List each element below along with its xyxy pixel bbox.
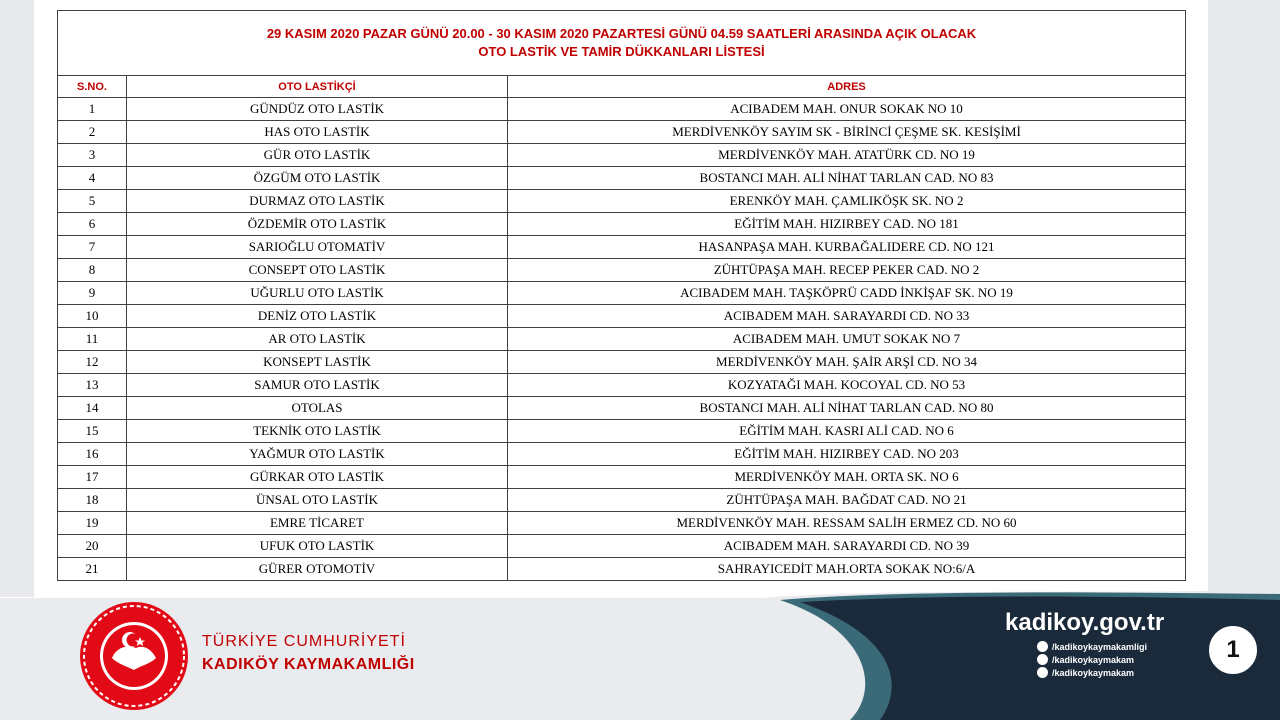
shop-address: HASANPAŞA MAH. KURBAĞALIDERE CD. NO 121: [508, 236, 1186, 259]
shop-name: CONSEPT OTO LASTİK: [127, 259, 508, 282]
shop-name: ÖZDEMİR OTO LASTİK: [127, 213, 508, 236]
row-number: 9: [58, 282, 127, 305]
shop-name: GÜR OTO LASTİK: [127, 144, 508, 167]
row-number: 3: [58, 144, 127, 167]
table-row: [58, 144, 1186, 167]
table-row: [58, 259, 1186, 282]
row-number: 18: [58, 489, 127, 512]
shop-address: ACIBADEM MAH. SARAYARDI CD. NO 33: [508, 305, 1186, 328]
row-number: 1: [58, 98, 127, 121]
table-row: [58, 374, 1186, 397]
shop-name: UFUK OTO LASTİK: [127, 535, 508, 558]
row-number: 2: [58, 121, 127, 144]
table-row: [58, 535, 1186, 558]
table-row: [58, 397, 1186, 420]
shop-name: DENİZ OTO LASTİK: [127, 305, 508, 328]
shop-address: EĞİTİM MAH. KASRI ALİ CAD. NO 6: [508, 420, 1186, 443]
state-seal-icon: [78, 600, 190, 712]
shop-address: MERDİVENKÖY MAH. ORTA SK. NO 6: [508, 466, 1186, 489]
org-name-line-1: TÜRKİYE CUMHURİYETİ: [202, 633, 406, 650]
table-row: [58, 512, 1186, 535]
shop-address: ACIBADEM MAH. TAŞKÖPRÜ CADD İNKİŞAF SK. NO 19: [508, 282, 1186, 305]
shop-address: ACIBADEM MAH. UMUT SOKAK NO 7: [508, 328, 1186, 351]
shop-address: EĞİTİM MAH. HIZIRBEY CAD. NO 181: [508, 213, 1186, 236]
shop-name: SARIOĞLU OTOMATİV: [127, 236, 508, 259]
row-number: 16: [58, 443, 127, 466]
instagram-handle: /kadikoykaymakam: [1052, 667, 1135, 678]
shop-address: EĞİTİM MAH. HIZIRBEY CAD. NO 203: [508, 443, 1186, 466]
table-row: [58, 236, 1186, 259]
row-number: 6: [58, 213, 127, 236]
twitter-link[interactable]: [1037, 654, 1134, 665]
shop-name: ÖZGÜM OTO LASTİK: [127, 167, 508, 190]
header-name: OTO LASTİKÇİ: [127, 76, 508, 98]
row-number: 12: [58, 351, 127, 374]
shop-address: ZÜHTÜPAŞA MAH. RECEP PEKER CAD. NO 2: [508, 259, 1186, 282]
table-row: [58, 466, 1186, 489]
shop-name: HAS OTO LASTİK: [127, 121, 508, 144]
row-number: 11: [58, 328, 127, 351]
header-address: ADRES: [508, 76, 1186, 98]
table-row: [58, 420, 1186, 443]
row-number: 15: [58, 420, 127, 443]
header-sno: S.NO.: [58, 76, 127, 98]
left-side-panel: [0, 0, 34, 597]
instagram-icon: [1037, 667, 1048, 678]
shop-address: MERDİVENKÖY MAH. ATATÜRK CD. NO 19: [508, 144, 1186, 167]
table-row: [58, 98, 1186, 121]
org-name-line-2: KADIKÖY KAYMAKAMLIĞI: [202, 656, 415, 673]
table-row: [58, 213, 1186, 236]
shop-address: ERENKÖY MAH. ÇAMLIKÖŞK SK. NO 2: [508, 190, 1186, 213]
table-row: [58, 305, 1186, 328]
facebook-link[interactable]: [1037, 641, 1147, 652]
shop-address: MERDİVENKÖY MAH. ŞAİR ARŞİ CD. NO 34: [508, 351, 1186, 374]
table-body: [58, 98, 1186, 581]
table-row: [58, 121, 1186, 144]
shop-name: UĞURLU OTO LASTİK: [127, 282, 508, 305]
table-row: [58, 190, 1186, 213]
row-number: 7: [58, 236, 127, 259]
twitter-handle: /kadikoykaymakam: [1052, 654, 1135, 665]
shop-address: KOZYATAĞI MAH. KOCOYAL CD. NO 53: [508, 374, 1186, 397]
shop-name: ÜNSAL OTO LASTİK: [127, 489, 508, 512]
shop-name: DURMAZ OTO LASTİK: [127, 190, 508, 213]
page-number-badge: 1: [1207, 624, 1259, 676]
shop-name: YAĞMUR OTO LASTİK: [127, 443, 508, 466]
row-number: 20: [58, 535, 127, 558]
website-link[interactable]: kadikoy.gov.tr: [1005, 609, 1165, 636]
shop-address: ACIBADEM MAH. SARAYARDI CD. NO 39: [508, 535, 1186, 558]
right-side-panel: [1208, 0, 1280, 600]
facebook-handle: /kadikoykaymakamligi: [1052, 641, 1148, 652]
row-number: 17: [58, 466, 127, 489]
table-row: [58, 443, 1186, 466]
shop-address: BOSTANCI MAH. ALİ NİHAT TARLAN CAD. NO 83: [508, 167, 1186, 190]
table-row: [58, 328, 1186, 351]
title-line-2: OTO LASTİK VE TAMİR DÜKKANLARI LİSTESİ: [478, 44, 765, 59]
row-number: 5: [58, 190, 127, 213]
row-number: 8: [58, 259, 127, 282]
row-number: 4: [58, 167, 127, 190]
shop-name: SAMUR OTO LASTİK: [127, 374, 508, 397]
shop-name: AR OTO LASTİK: [127, 328, 508, 351]
table-row: [58, 558, 1186, 581]
instagram-link[interactable]: [1037, 667, 1134, 678]
shop-address: MERDİVENKÖY SAYIM SK - BİRİNCİ ÇEŞME SK. KESİŞİMİ: [508, 121, 1186, 144]
shop-name: GÜRER OTOMOTİV: [127, 558, 508, 581]
table-row: [58, 489, 1186, 512]
shop-address: ZÜHTÜPAŞA MAH. BAĞDAT CAD. NO 21: [508, 489, 1186, 512]
table-row: [58, 282, 1186, 305]
table-title: [58, 11, 1186, 76]
shop-address: MERDİVENKÖY MAH. RESSAM SALİH ERMEZ CD. NO 60: [508, 512, 1186, 535]
shop-address: ACIBADEM MAH. ONUR SOKAK NO 10: [508, 98, 1186, 121]
row-number: 13: [58, 374, 127, 397]
table-row: [58, 351, 1186, 374]
shop-name: GÜNDÜZ OTO LASTİK: [127, 98, 508, 121]
shop-name: TEKNİK OTO LASTİK: [127, 420, 508, 443]
shop-list-table: [57, 10, 1185, 581]
row-number: 10: [58, 305, 127, 328]
facebook-icon: [1037, 641, 1048, 652]
title-line-1: 29 KASIM 2020 PAZAR GÜNÜ 20.00 - 30 KASIM 2020 PAZARTESİ GÜNÜ 04.59 SAATLERİ ARASINDA AÇIK OLACAK: [266, 26, 977, 41]
shop-name: GÜRKAR OTO LASTİK: [127, 466, 508, 489]
twitter-icon: [1037, 654, 1048, 665]
row-number: 19: [58, 512, 127, 535]
shop-address: BOSTANCI MAH. ALİ NİHAT TARLAN CAD. NO 80: [508, 397, 1186, 420]
shop-name: EMRE TİCARET: [127, 512, 508, 535]
shop-name: OTOLAS: [127, 397, 508, 420]
table-row: [58, 167, 1186, 190]
shop-address: SAHRAYICEDİT MAH.ORTA SOKAK NO:6/A: [508, 558, 1186, 581]
row-number: 21: [58, 558, 127, 581]
shop-name: KONSEPT LASTİK: [127, 351, 508, 374]
row-number: 14: [58, 397, 127, 420]
